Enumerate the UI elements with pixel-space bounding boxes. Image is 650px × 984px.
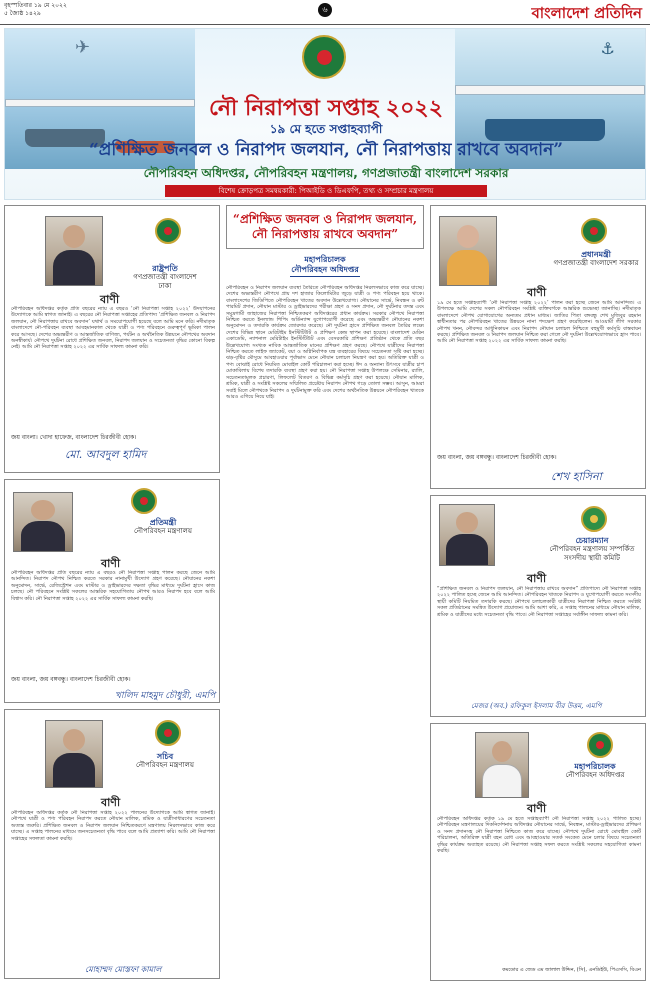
date-gregorian: বৃহস্পতিবার ১৯ মে ২০২২ [4,2,67,9]
ministry-seal-icon [131,488,157,514]
anchor-icon: ⚓ [600,39,615,58]
page-header [0,0,650,26]
banner-credit: বিশেষ ক্রোড়পত্র সমন্বয়কারী: পিআইডি ও ডিএফপি, তথ্য ও সম্প্রচার মন্ত্রণালয় [165,185,487,197]
chairman-bani-heading: বাণী [527,572,547,585]
secretary-message-body: নৌপরিবহন অধিদপ্তর কর্তৃক নৌ নিরাপত্তা সপ্তাহ ২০২২ পালনের উদ্যোগকে আমি স্বাগত জানাই। নৌপথে যাত্রী ও পণ্য পরিবহন নিরাপদ করতে নৌযান মালিক, শ্রমিক ও যাত্রীসাধারণের সচেতনতা অত্যন্ত জরুরি। প্রশিক্ষিত জনবল ও নিরাপদ জলযান নিশ্চিতকরণে মন্ত্রণালয় নিরলসভাবে কাজ করে যাচ্ছে। এ সপ্তাহ পালনের মাধ্যমে জনসচেতনতা বৃদ্ধি পাবে বলে আমি প্রত্যাশা করি। আমি নৌ নিরাপত্তা সপ্তাহের সফলতা কামনা করছি। [11,810,215,842]
supplement-banner [4,28,646,200]
president-photo [45,216,103,286]
article-heading-title: মহাপরিচালক [304,255,346,264]
president-caption [115,264,215,291]
minister-bani-heading: বাণী [101,557,121,570]
middle-slogan: “প্রশিক্ষিত জনবল ও নিরাপদ জলযান, নৌ নিরাপত্তায় রাখবে অবদান” [226,205,424,249]
secretary-office: নৌপরিবহন মন্ত্রণালয় [136,761,194,769]
middle-article-heading [226,255,424,277]
pm-seal-icon [581,218,607,244]
president-seal-icon [155,218,181,244]
pm-signature: শেখ হাসিনা [551,470,602,483]
chairman-message [430,495,646,717]
president-signature: মো. আবদুল হামিদ [65,448,147,461]
chairman-caption [543,536,641,563]
minister-photo [13,492,73,552]
secretary-signature: মোহাম্মদ মোস্তফা কামাল [85,965,162,974]
pm-bani-heading: বাণী [527,286,547,299]
dg-signature: কমডোর এ জেড এম জালাল উদ্দিন, (সি), এনডিইউ, পিএসসি, বিএন [502,967,641,973]
state-minister-message [4,479,220,703]
bangladesh-emblem-icon [302,35,346,79]
article-heading-sub: নৌপরিবহন অধিদপ্তর [291,265,359,274]
dg-message-body: নৌপরিবহন অধিদপ্তর কর্তৃক ১৯ মে হতে সপ্তাহব্যাপী নৌ নিরাপত্তা সপ্তাহ ২০২২ পালিত হচ্ছে। নৌপরিবহন মন্ত্রণালয়ের দিকনির্দেশনায় অধিদপ্তর নৌযানের সার্ভে, নিবন্ধন, মাস্টার-ড্রাইভারদের প্রশিক্ষণ ও সনদ প্রদানসহ নৌ নিরাপত্তা নিশ্চিতে কাজ করে যাচ্ছে। নৌপথে দুর্ঘটনা রোধে মোবাইল কোর্ট পরিচালনা, অতিরিক্ত যাত্রী বহন রোধ এবং আবহাওয়ার সতর্ক সংকেত মেনে চলার বিষয়ে সচেতনতা বৃদ্ধির কার্যক্রম অব্যাহত রয়েছে। নৌ নিরাপত্তা সপ্তাহ সফল করতে সংশ্লিষ্ট সকলের সহযোগিতা কামনা করছি। [437,816,641,855]
president-message-body: নৌপরিবহন অধিদপ্তর কর্তৃক প্রতি বছরের ন্যায় এ বছরও ‘নৌ নিরাপত্তা সপ্তাহ ২০২২’ উদযাপনের উদ্যোগকে আমি স্বাগত জানাই। এ বছরের নৌ নিরাপত্তা সপ্তাহের প্রতিপাদ্য ‘প্রশিক্ষিত জনবল ও নিরাপদ জলযান, নৌ নিরাপত্তায় রাখবে অবদান’ যথার্থ ও সময়োপযোগী হয়েছে বলে আমি মনে করি। নদীমাতৃক বাংলাদেশে নৌ-পরিবহন ব্যবস্থা আবহমানকাল থেকে যাত্রী ও পণ্য পরিবহনে গুরুত্বপূর্ণ ভূমিকা পালন করে আসছে। দেশের অভ্যন্তরীণ ও আন্তর্জাতিক বাণিজ্য, পর্যটন ও অর্থনৈতিক উন্নয়নে নৌপথের অবদান অনস্বীকার্য। নৌপথে দুর্ঘটনা রোধে প্রশিক্ষিত জনবল, নিরাপদ জলযান ও সচেতনতা বৃদ্ধির কোনো বিকল্প নেই। আমি নৌ নিরাপত্তা সপ্তাহ ২০২২ এর সার্বিক সাফল্য কামনা করি। [11,306,215,351]
chairman-title: চেয়ারম্যান [575,536,609,545]
minister-title: প্রতিমন্ত্রী [149,518,177,527]
chairman-message-body: “প্রশিক্ষিত জনবল ও নিরাপদ জলযান, নৌ নিরাপত্তায় রাখবে অবদান” প্রতিপাদ্যে নৌ নিরাপত্তা সপ্তাহ ২০২২ পালিত হচ্ছে জেনে আমি আনন্দিত। নৌপরিবহন খাতকে নিরাপদ ও যুগোপযোগী করতে সংসদীয় স্থায়ী কমিটি নিয়মিত তদারকি করছে। নৌপথে চলাচলকারী যাত্রীদের নিরাপত্তা নিশ্চিত করতে সংশ্লিষ্ট সকল প্রতিষ্ঠানের সমন্বিত উদ্যোগ প্রয়োজন। আমি আশা করি, এ সপ্তাহ পালনের মাধ্যমে নৌযান মালিক, শ্রমিক ও যাত্রীদের মধ্যে সচেতনতা বৃদ্ধি পাবে। নৌ নিরাপত্তা সপ্তাহের সর্বাঙ্গীন সাফল্য কামনা করি। [437,586,641,618]
prime-minister-photo [439,216,497,286]
secretary-seal-icon [155,720,181,746]
secretary-bani-heading: বাণী [101,796,121,809]
secretary-photo [45,720,103,788]
date-bengali: ৫ জ্যৈষ্ঠ ১৪২৯ [4,10,41,17]
airplane-icon: ✈ [75,37,91,58]
minister-signature: খালিদ মাহমুদ চৌধুরী, এমপি [115,691,216,701]
president-closing: জয় বাংলা। খোদা হাফেজ, বাংলাদেশ চিরজীবী হোক। [11,434,137,441]
dg-bani-heading: বাণী [527,802,547,815]
minister-office: নৌপরিবহন মন্ত্রণালয় [134,527,192,535]
dg-office: নৌপরিবহন অধিদপ্তর [565,771,625,779]
director-general-message [430,723,646,981]
newspaper-masthead: বাংলাদেশ প্রতিদিন [531,4,642,22]
chairman-signature: মেজর (অব.) রফিকুল ইসলাম বীর উত্তম, এমপি [471,702,602,710]
minister-message-body: নৌপরিবহন অধিদপ্তর প্রতি বছরের ন্যায় এ বছরও নৌ নিরাপত্তা সপ্তাহ পালন করছে জেনে আমি আনন্দিত। নিরাপদ নৌপথ নিশ্চিত করতে সরকার নানামুখী উদ্যোগ গ্রহণ করেছে। নৌযানের নকশা অনুমোদন, সার্ভে, রেজিস্ট্রেশন এবং মাস্টার ও ড্রাইভারদের দক্ষতা বৃদ্ধির মাধ্যমে দুর্ঘটনা হ্রাসে কাজ চলছে। নৌ পরিবহনে সংশ্লিষ্ট সকলের আন্তরিক সহযোগিতায় নৌপথ আরও নিরাপদ হবে বলে আমি বিশ্বাস করি। নৌ নিরাপত্তা সপ্তাহ ২০২২ এর সার্বিক সাফল্য কামনা করছি। [11,570,215,602]
pm-office: গণপ্রজাতন্ত্রী বাংলাদেশ সরকার [553,259,639,267]
director-general-photo [475,732,529,798]
chairman-photo [439,504,495,566]
chairman-office: নৌপরিবহন মন্ত্রণালয় সম্পর্কিত সংসদীয় স্থায়ী কমিটি [549,545,635,562]
president-office: গণপ্রজাতন্ত্রী বাংলাদেশ [133,273,197,281]
banner-slogan: “প্রশিক্ষিত জনবল ও নিরাপদ জলযান, নৌ নিরাপত্তায় রাখবে অবদান” [88,140,564,160]
president-bani-heading: বাণী [100,293,120,306]
minister-closing: জয় বাংলা, জয় বঙ্গবন্ধু। বাংলাদেশ চিরজীবী হোক। [11,676,131,683]
president-title: রাষ্ট্রপতি [152,264,178,273]
pm-message-body: ১৯ মে হতে সপ্তাহব্যাপী ‘নৌ নিরাপত্তা সপ্তাহ ২০২২’ পালন করা হচ্ছে জেনে আমি আনন্দিত। এ উপলক্ষে আমি দেশের সকল নৌপরিবহন সংশ্লিষ্ট ব্যক্তিবর্গকে আন্তরিক শুভেচ্ছা জানাচ্ছি। নদীমাতৃক বাংলাদেশে নৌপথ যোগাযোগের অন্যতম প্রধান মাধ্যম। জাতির পিতা বঙ্গবন্ধু শেখ মুজিবুর রহমান স্বাধীনতার পর নৌপরিবহন খাতের উন্নয়নে নানা পদক্ষেপ গ্রহণ করেছিলেন। আওয়ামী লীগ সরকার নৌপথ খনন, নৌবন্দর আধুনিকায়ন এবং নিরাপদ নৌযান চলাচল নিশ্চিতে বহুমুখী কর্মসূচি বাস্তবায়ন করছে। প্রশিক্ষিত জনবল ও নিরাপদ জলযান নিশ্চিত করা গেলে নৌ দুর্ঘটনা উল্লেখযোগ্যভাবে হ্রাস পাবে। আমি নৌ নিরাপত্তা সপ্তাহ ২০২২ এর সার্বিক সাফল্য কামনা করছি। [437,300,641,345]
minister-caption [113,518,213,536]
parliament-seal-icon [581,506,607,532]
dg-title: মহাপরিচালক [574,762,616,771]
secretary-caption [117,752,213,770]
prime-minister-message [430,205,646,489]
banner-subtitle: ১৯ মে হতে সপ্তাহব্যাপী [269,122,383,136]
banner-organization: নৌপরিবহন অধিদপ্তর, নৌপরিবহন মন্ত্রণালয়, গণপ্রজাতন্ত্রী বাংলাদেশ সরকার [143,166,509,180]
issue-date [4,2,67,18]
header-divider [0,24,650,25]
banner-title: নৌ নিরাপত্তা সপ্তাহ ২০২২ [208,95,444,121]
page-number: ৬ [318,3,332,17]
pm-closing: জয় বাংলা, জয় বঙ্গবন্ধু। বাংলাদেশ চিরজীবী হোক। [437,454,557,461]
dg-seal-icon [587,732,613,758]
president-message [4,205,220,473]
middle-article-body: নৌপরিবহন ও নিরাপদ জলযান ব্যবস্থা তৈরিতে নৌপরিবহন অধিদপ্তর নিরলসভাবে কাজ করে যাচ্ছে। দেশের অভ্যন্তরীণ নৌপথে প্রায় দশ হাজার কিলোমিটার জুড়ে যাত্রী ও পণ্য পরিবহন হয়ে থাকে। বাংলাদেশের জিডিপিতে নৌপরিবহন খাতের অবদান উল্লেখযোগ্য। নৌযানের সার্ভে, নিবন্ধন ও রুট পারমিট প্রদান, নৌযান মাস্টার ও ড্রাইভারদের পরীক্ষা গ্রহণ ও সনদ প্রদান, নৌ দুর্ঘটনার তদন্ত এবং সমুদ্রগামী জাহাজের নিরাপত্তা নিশ্চিতকরণ অধিদপ্তরের প্রধান কার্যক্রম। সরকার নৌপথে নিরাপত্তা নিশ্চিত করতে ইনল্যান্ড শিপিং অর্ডিন্যান্স যুগোপযোগী করেছে এবং অভ্যন্তরীণ নৌযানের নকশা অনুমোদন ও তদারকি কার্যক্রম জোরদার করেছে। নৌ দুর্ঘটনা হ্রাসে প্রশিক্ষিত জনবল তৈরির লক্ষ্যে দেশের বিভিন্ন স্থানে মেরিটাইম ইনস্টিটিউট ও প্রশিক্ষণ কেন্দ্র স্থাপন করা হয়েছে। বাংলাদেশ মেরিন একাডেমি, ন্যাশনাল মেরিটাইম ইনস্টিটিউট এবং বেসরকারি প্রশিক্ষণ প্রতিষ্ঠান থেকে প্রতি বছর উল্লেখযোগ্য সংখ্যক নাবিক আন্তর্জাতিক মানের প্রশিক্ষণ গ্রহণ করছে। নৌপথে যাত্রীদের নিরাপত্তা নিশ্চিত করতে লাইফ জ্যাকেট, বয়া ও অগ্নিনির্বাপক যন্ত্র ব্যবহারের বিষয়ে সচেতনতা সৃষ্টি করা হচ্ছে। ঝড়-বৃষ্টির মৌসুমে আবহাওয়ার পূর্বাভাস মেনে নৌযান চলাচল নিয়ন্ত্রণ করা হয়। অতিরিক্ত যাত্রী ও পণ্য বোঝাই রোধে নিয়মিত মোবাইল কোর্ট পরিচালনা করা হচ্ছে। ঈদ ও অন্যান্য উৎসবে যাত্রীর চাপ মোকাবিলায় বিশেষ তদারকি ব্যবস্থা গ্রহণ করা হয়। নৌ নিরাপত্তা সপ্তাহ উপলক্ষে সেমিনার, র‍্যালি, সচেতনতামূলক প্রচারণা, লিফলেট বিতরণ ও বিভিন্ন কর্মসূচি গ্রহণ করা হয়েছে। নৌযান মালিক, শ্রমিক, যাত্রী ও সংশ্লিষ্ট সকলের সম্মিলিত প্রচেষ্টায় নিরাপদ নৌপথ গড়ে তোলা সম্ভব। আসুন, আমরা সবাই মিলে নৌপথকে নিরাপদ ও দুর্ঘটনামুক্ত করি এবং দেশের অর্থনৈতিক উন্নয়নে নৌপরিবহন খাতকে আরও এগিয়ে নিয়ে যাই। [226,285,424,400]
pm-caption [551,250,641,268]
secretary-message [4,709,220,979]
pm-title: প্রধানমন্ত্রী [581,250,611,259]
secretary-title: সচিব [156,752,174,761]
dg-caption [549,762,641,780]
president-place: ঢাকা [158,282,172,290]
